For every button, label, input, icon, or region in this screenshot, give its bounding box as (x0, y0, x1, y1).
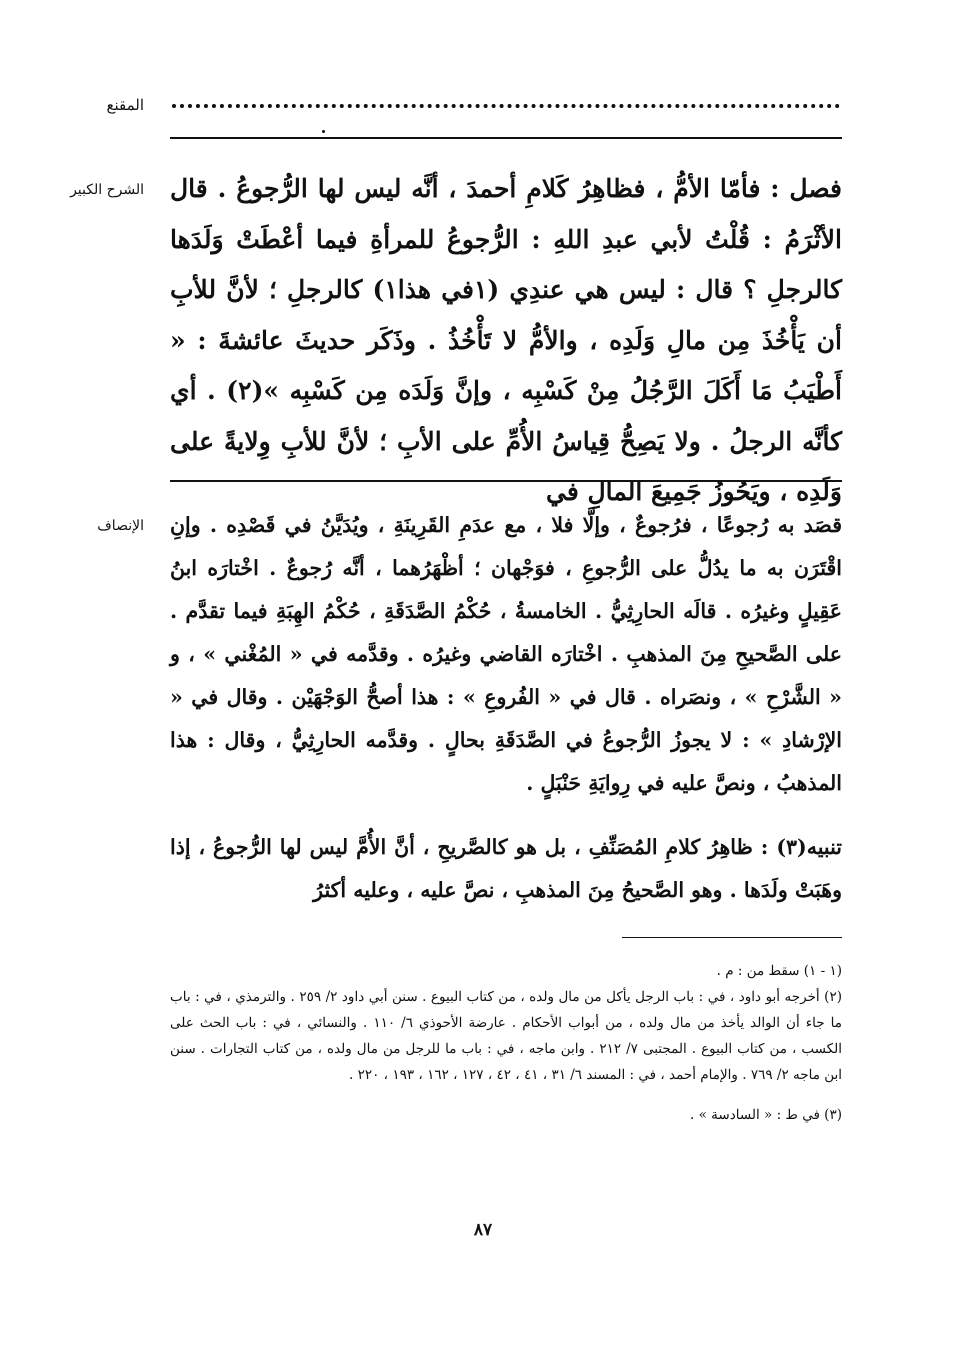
side-label-sharh: الشرح الكبير (70, 182, 144, 198)
sharh-lead-word: فصل (789, 174, 842, 203)
dotted-separator (172, 104, 840, 114)
dot-mark (322, 130, 325, 133)
running-head-title: المقنع (106, 96, 144, 114)
footnote-2: (٢) أخرجه أبو داود ، في : باب الرجل يأكل من مال ولده ، من كتاب البيوع . سنن أبي داود ٢/ ٢٥٩ . والترمذي ، في : باب ما جاء أن الوالد يأخذ من مال ولده ، من أبواب الأحكام . عارضة الأحوذي ٦/ ١١٠ . والنسائي ، في : باب الحث على الكسب ، من كتاب البيوع . المجتبى ٧/ ٢١٢ . وابن ماجه ، في : باب ما للرجل من مال ولده ، من كتاب التجارات . سنن ابن ماجه ٢/ ٧٦٩ . والإمام أحمد ، في : المسند ٦/ ٣١ ، ٤١ ، ٤٢ ، ١٢٧ ، ١٦٢ ، ١٩٣ ، ٢٢٠ . (170, 989, 842, 1083)
tanbih-lead-word: تنبيه(٣) (776, 835, 842, 859)
page-number: ٨٧ (473, 1220, 493, 1240)
footnotes (170, 958, 842, 1128)
insaf-text: قصَد به رُجوعًا ، فرُجوعٌ ، وإلَّا فلا ، مع عدَمِ القَرِينَةِ ، ويُدَيَّنُ في قَصْدِه . وإنِ اقْتَرَن به ما يدُلُّ على الرُّجوعِ ، فوَجْهان ؛ أظْهَرُهما ، أنَّه رُجوعٌ . اخْتارَه ابنُ عَقِيلٍ وغيرُه . قالَه الحارِثِيُّ . الخامسةُ ، حُكْمُ الصَّدَقَةِ ، حُكْمُ الهِبَةِ فيما تقدَّم . على الصَّحيحِ مِنَ المذهبِ . اخْتارَه القاضي وغيرُه . وقدَّمه في « المُغْني » ، و « الشَّرْحِ » ، ونصَراه . قال في « الفُروعِ » : هذا أصحُّ الوَجْهَيْن . وقال في « الإرْشادِ » : لا يجوزُ الرُّجوعُ في الصَّدَقَةِ بحالٍ . وقدَّمه الحارِثِيُّ ، وقال : هذا المذهبُ ، ونصَّ عليه في رِوايَةِ حَنْبَلٍ . (170, 513, 842, 795)
tanbih-paragraph (170, 826, 842, 912)
footnote-rule (622, 937, 842, 938)
footnote-3: (٣) في ط : « السادسة » . (690, 1107, 842, 1123)
insaf-paragraph (170, 504, 842, 805)
footnote-1: (١ - ١) سقط من : م . (716, 963, 842, 979)
top-rule (170, 137, 842, 139)
sharh-paragraph (170, 164, 842, 518)
sharh-text: : فأمّا الأمُّ ، فظاهِرُ كَلامِ أحمدَ ، أنَّه ليس لها الرُّجوعُ . قال الأثْرَمُ : قُلْتُ لأبي عبدِ اللهِ : الرُّجوعُ للمرأةِ فيما أعْطَتْ وَلَدَها كالرجلِ ؟ قال : ليس هي عندِي (١في هذا١) كالرجلِ ؛ لأنَّ للأبِ أن يَأْخُذَ مِن مالِ وَلَدِه ، والأمُّ لا تَأْخُذُ . وذَكَر حديثَ عائشةَ : « أَطْيَبُ مَا أَكَلَ الرَّجُلُ مِنْ كَسْبِه ، وإنَّ وَلَدَه مِن كَسْبِه »(٢) . أي كأنَّه الرجلُ . ولا يَصِحُّ قِياسُ الأُمِّ على الأبِ ؛ لأنَّ للأبِ وِلايةً على وَلَدِه ، ويَحُوزُ جَمِيعَ المالِ في (170, 174, 843, 506)
tanbih-text: : ظاهِرُ كلامِ المُصَنِّفِ ، بل هو كالصَّريحِ ، أنَّ الأُمَّ ليس لها الرُّجوعُ ، إذا وهَبَتْ ولَدَها . وهو الصَّحيحُ مِنَ المذهبِ ، نصَّ عليه ، وعليه أكثرُ (170, 835, 842, 902)
side-label-insaf: الإنصاف (97, 518, 144, 534)
section-divider-rule (170, 480, 842, 482)
